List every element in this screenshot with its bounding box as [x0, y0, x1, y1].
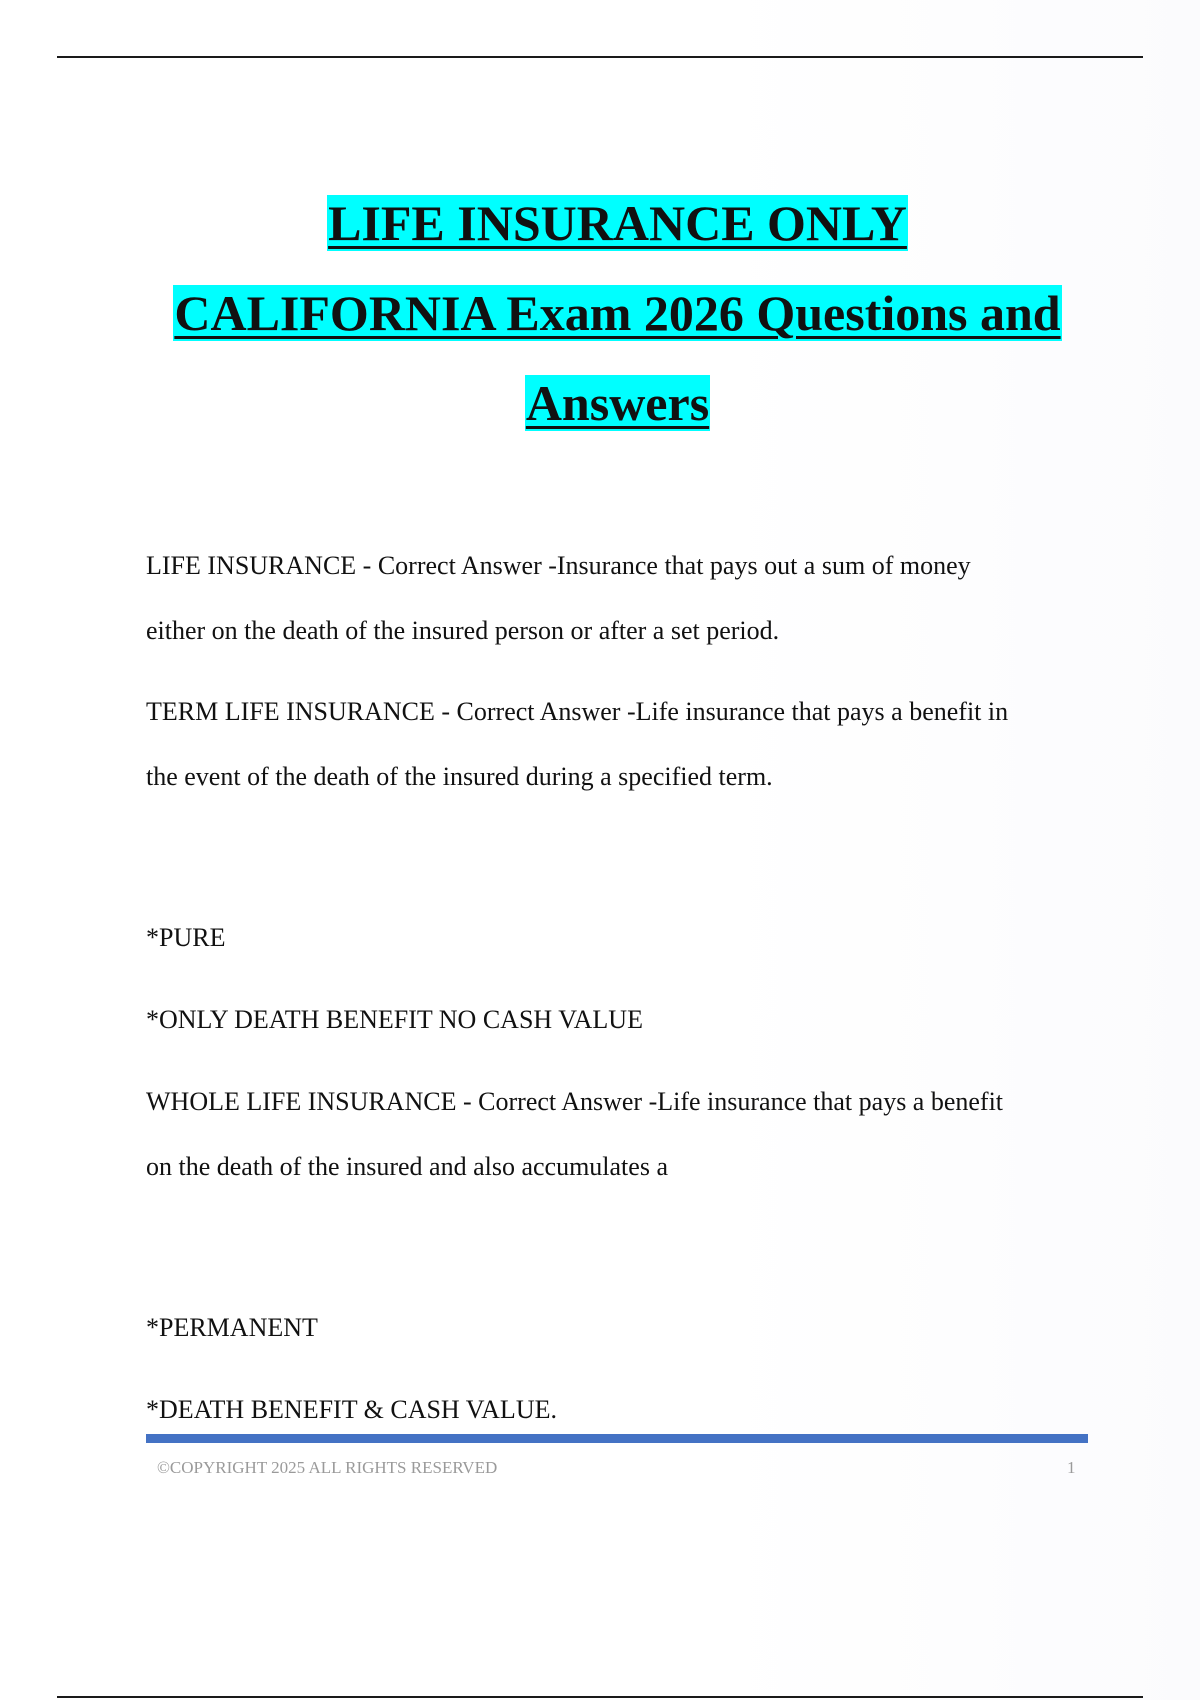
title-line — [100, 268, 1135, 358]
qa-entry-life-insurance — [146, 533, 1106, 663]
note-only-death-benefit: *ONLY DEATH BENEFIT NO CASH VALUE — [146, 1005, 643, 1034]
title-line-1: LIFE INSURANCE ONLY — [328, 195, 907, 251]
blank-space — [146, 825, 1106, 905]
qa-entry-term-life-insurance — [146, 679, 1106, 809]
qa-line: on the death of the insured and also accumulates a — [146, 1152, 668, 1181]
footer-copyright: ©COPYRIGHT 2025 ALL RIGHTS RESERVED — [157, 1458, 498, 1477]
document-body — [146, 533, 1106, 1459]
blank-space — [146, 1215, 1106, 1295]
qa-line: WHOLE LIFE INSURANCE - Correct Answer -Life insurance that pays a benefit — [146, 1087, 1004, 1116]
qa-line: the event of the death of the insured during a specified term. — [146, 762, 773, 791]
bottom-rule — [57, 1696, 1143, 1698]
qa-line: LIFE INSURANCE - Correct Answer -Insurance that pays out a sum of money — [146, 551, 971, 580]
top-rule — [57, 56, 1143, 58]
page-number: 1 — [1067, 1458, 1076, 1477]
title-line — [100, 358, 1135, 448]
title-line-3: Answers — [525, 375, 710, 431]
note-permanent: *PERMANENT — [146, 1313, 318, 1342]
note-death-benefit-cash-value: *DEATH BENEFIT & CASH VALUE. — [146, 1395, 557, 1424]
note-pure: *PURE — [146, 923, 226, 952]
title-line-2: CALIFORNIA Exam 2026 Questions and — [174, 285, 1061, 341]
footer-divider-bar — [146, 1434, 1088, 1443]
qa-line: TERM LIFE INSURANCE - Correct Answer -Life insurance that pays a benefit in — [146, 697, 1009, 726]
title-line — [100, 178, 1135, 268]
qa-entry-whole-life-insurance — [146, 1069, 1106, 1199]
document-title — [100, 178, 1135, 448]
qa-line: either on the death of the insured person or after a set period. — [146, 616, 780, 645]
